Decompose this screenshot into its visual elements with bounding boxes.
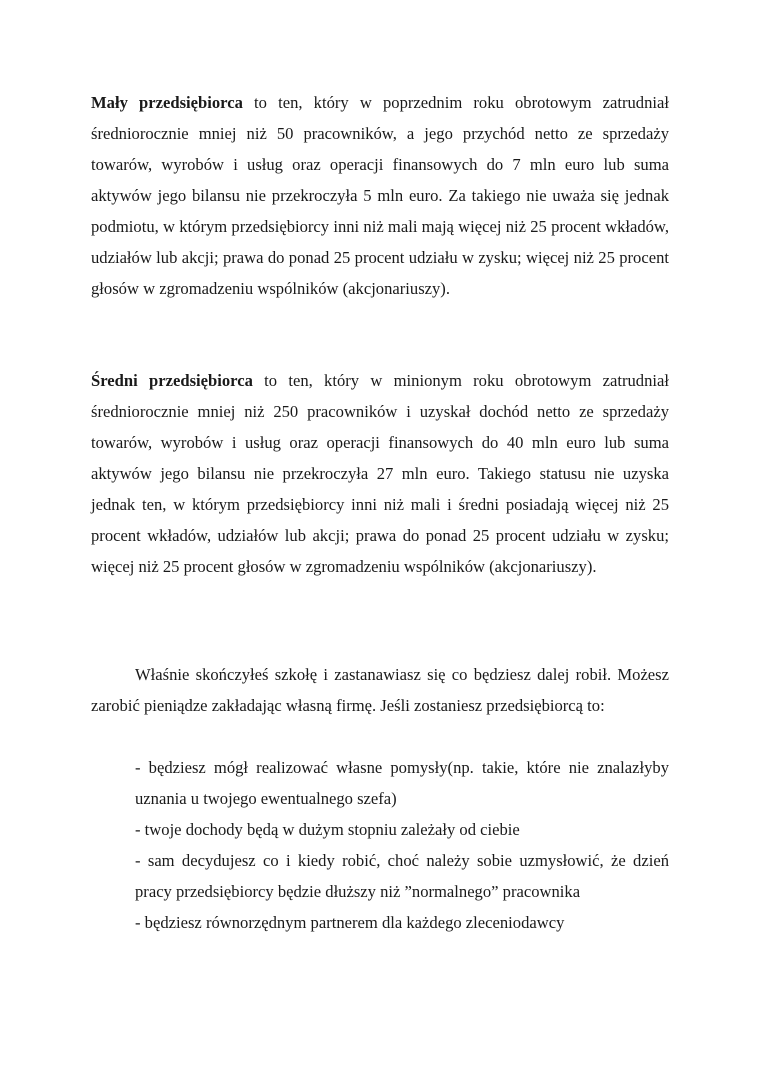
- list-item: - będziesz mógł realizować własne pomysły(np. takie, które nie znalazłyby uznania u twojego ewentualnego szefa): [135, 758, 669, 808]
- intro-paragraph: Właśnie skończyłeś szkołę i zastanawiasz się co będziesz dalej robił. Możesz zarobić pieniądze zakładając własną firmę. Jeśli zostaniesz przedsiębiorcą to:: [91, 665, 669, 715]
- list-item: - będziesz równorzędnym partnerem dla każdego zleceniodawcy: [135, 913, 565, 932]
- medium-entrepreneur-term: Średni przedsiębiorca: [91, 371, 253, 390]
- list-item: - twoje dochody będą w dużym stopniu zależały od ciebie: [135, 820, 520, 839]
- medium-entrepreneur-definition: to ten, który w minionym roku obrotowym zatrudniał średniorocznie mniej niż 250 pracowników i uzyskał dochód netto ze sprzedaży towarów, wyrobów i usług oraz operacji finansowych do 40 mln euro lub suma aktywów jego bilansu nie przekroczyła 27 mln euro. Takiego statusu nie uzyska jednak ten, w którym przedsiębiorcy inni niż mali i średni posiadają więcej niż 25 procent wkładów, udziałów lub akcji; prawa do ponad 25 procent udziału w zysku; więcej niż 25 procent głosów w zgromadzeniu wspólników (akcjonariuszy).: [91, 371, 669, 576]
- small-entrepreneur-definition: to ten, który w poprzednim roku obrotowym zatrudniał średniorocznie mniej niż 50 pracowników, a jego przychód netto ze sprzedaży towarów, wyrobów i usług oraz operacji finansowych do 7 mln euro lub suma aktywów jego bilansu nie przekroczyła 5 mln euro. Za takiego nie uważa się jednak podmiotu, w którym przedsiębiorcy inni niż mali mają więcej niż 25 procent wkładów, udziałów lub akcji; prawa do ponad 25 procent udziału w zysku; więcej niż 25 procent głosów w zgromadzeniu wspólników (akcjonariuszy).: [91, 93, 669, 298]
- list-item: - sam decydujesz co i kiedy robić, choć należy sobie uzmysłowić, że dzień pracy przedsiębiorcy będzie dłuższy niż ”normalnego” pracownika: [135, 851, 669, 901]
- small-entrepreneur-paragraph: [91, 87, 669, 304]
- benefits-list: [135, 752, 669, 938]
- small-entrepreneur-term: Mały przedsiębiorca: [91, 93, 243, 112]
- medium-entrepreneur-paragraph: [91, 365, 669, 582]
